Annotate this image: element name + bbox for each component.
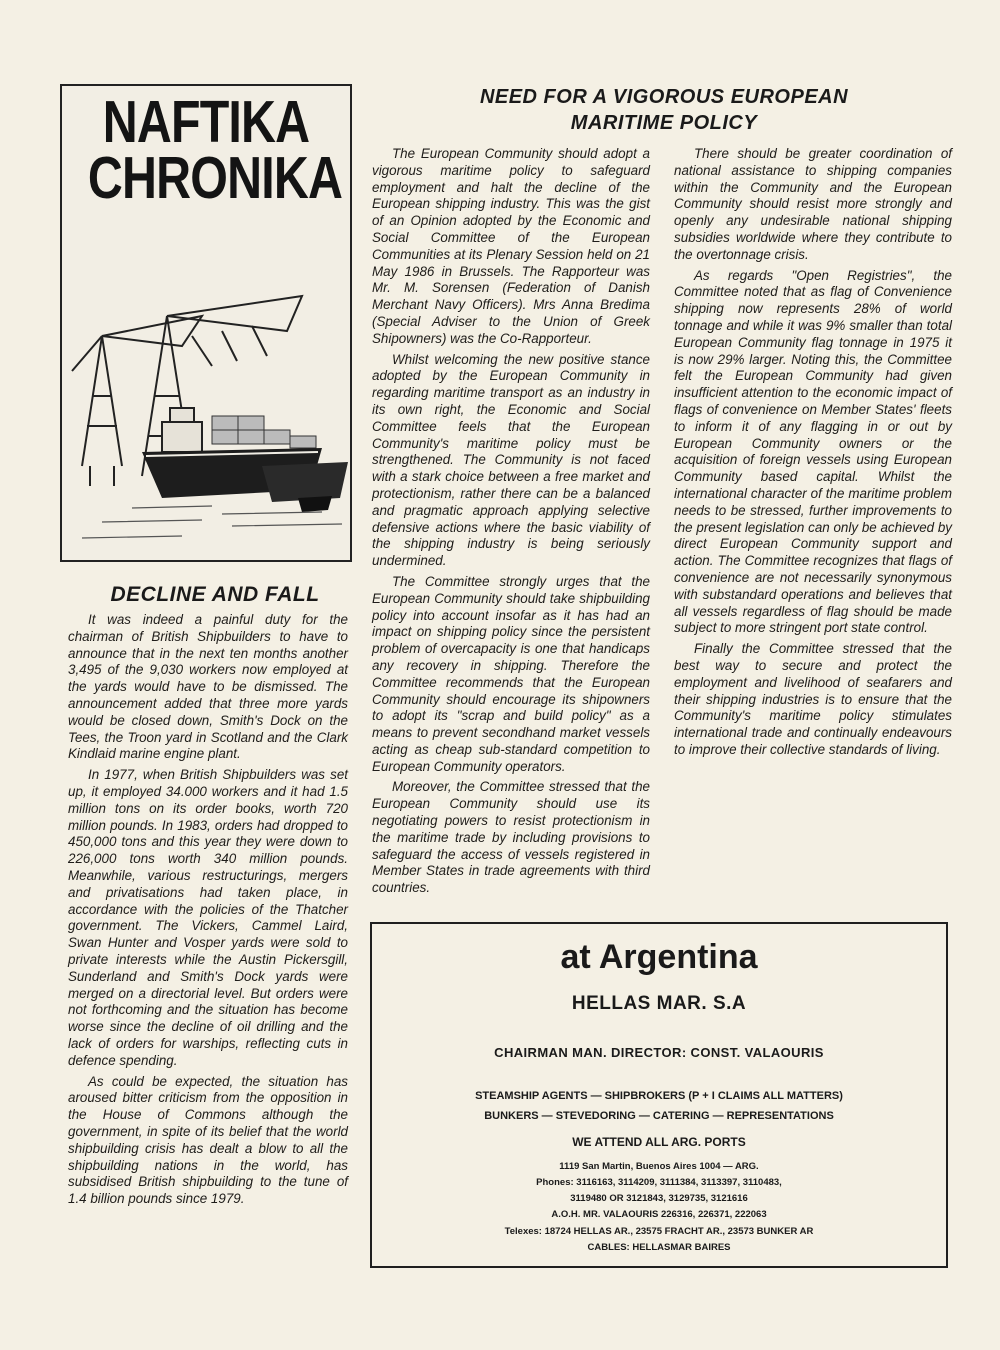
- policy-headline-line-1: NEED FOR A VIGOROUS EUROPEAN: [479, 86, 849, 108]
- container-ship-cranes-illustration: [62, 276, 350, 560]
- ad-services-line-1: STEAMSHIP AGENTS — SHIPBROKERS (P + I CLAIMS ALL MATTERS): [475, 1090, 843, 1102]
- ad-aoh: A.O.H. MR. VALAOURIS 226316, 226371, 222063: [551, 1209, 767, 1220]
- policy-paragraph: Whilst welcoming the new positive stance adopted by the European Community in regarding maritime transport as an industry in its own right, the Economic and Social Committee feels that the European Community's maritime policy must be strengthened. The Community is not faced with a stark choice between a free market and protectionism, rather there can be a balanced and pragmatic approach applying selective defensive actions where the basic viability of the shipping industry is being seriously undermined.: [372, 351, 650, 569]
- decline-paragraph: As could be expected, the situation has aroused bitter criticism from the opposition in the House of Commons although the government, in spite of its belief that the world shipbuilding crisis has dealt a blow to all the shipbuilding nations in the world, has subsidised British shipbuilding to the tune of 1.4 billion pounds since 1979.: [68, 1073, 348, 1207]
- decline-paragraph: It was indeed a painful duty for the chairman of British Shipbuilders to have to announce that in the next ten months another 3,495 of the 9,030 workers now employed at the yards would have to be dismissed. The announcement added that three more yards would be closed down, Smith's Dock on the Tees, the Troon yard in Scotland and the Clark Kindlaid marine engine plant.: [68, 612, 348, 762]
- ad-phones-line-2: 3119480 OR 3121843, 3129735, 3121616: [570, 1193, 748, 1204]
- policy-article-column-2: [674, 146, 952, 763]
- policy-paragraph: As regards "Open Registries", the Committee noted that as flag of Convenience shipping now represents 28% of world tonnage and while it was 9% smaller than total European Community flag tonnage in 1975 it is now 29% larger. Noting this, the Committee felt the European Community had given insufficient attention to the economic impact of flags of convenience on Member States' fleets to inform it of any flagging in or out by European Community owners or the acquisition of foreign vessels using European Community based capital. Whilst the international character of the maritime problem needs to be stressed, further improvements to the present legislation can only be achieved by direct European Community support and action. The Committee recognizes that flags of convenience are not necessarily synonymous with substandard operations and believes that all vessels regardless of flag should be made subject to more stringent port state control.: [674, 267, 952, 636]
- policy-paragraph: Finally the Committee stressed that the best way to secure and protect the employment and livelihood of seafarers and their shipping industries is to ensure that the Community's maritime policy stimulates international trade and continually endeavours to improve their collective standards of living.: [674, 641, 952, 757]
- ad-phones-line-1: Phones: 3116163, 3114209, 3111384, 3113397, 3110483,: [536, 1177, 782, 1188]
- ad-location: at Argentina: [560, 938, 758, 976]
- masthead-panel: [60, 84, 352, 562]
- ad-telexes: Telexes: 18724 HELLAS AR., 23575 FRACHT AR., 23573 BUNKER AR: [504, 1226, 814, 1237]
- ad-company-name: HELLAS MAR. S.A: [571, 993, 747, 1014]
- ad-chairman: CHAIRMAN MAN. DIRECTOR: CONST. VALAOURIS: [494, 1045, 824, 1060]
- masthead-title: [87, 89, 343, 211]
- decline-article-column: [68, 612, 348, 1212]
- policy-headline-line-2: MARITIME POLICY: [570, 112, 758, 134]
- policy-paragraph: Moreover, the Committee stressed that the European Community should use its negotiating powers to resist protectionism in the maritime trade by including provisions to safeguard the access of vessels registered in Member States in trade agreements with third countries.: [372, 779, 650, 896]
- decline-headline: DECLINE AND FALL: [110, 583, 320, 606]
- ad-cables: CABLES: HELLASMAR BAIRES: [587, 1242, 731, 1253]
- ad-services-line-2: BUNKERS — STEVEDORING — CATERING — REPRESENTATIONS: [484, 1110, 834, 1122]
- decline-paragraph: In 1977, when British Shipbuilders was set up, it employed 34.000 workers and it had 1.5 million tons on its order books, worth 720 million pounds. In 1983, orders had dropped to 450,000 tons and this year they were down to 226,000 tons worth 340 million pounds. Meanwhile, various restructurings, mergers and privatisations had taken place, in accordance with the policies of the Thatcher government. The Vickers, Cammel Laird, Swan Hunter and Vosper yards were sold to private interests while the Austin Pickersgill, Sunderland and Smith's Dock yards were merged on a directorial level. But orders were not forthcoming and the situation has become worse since the decline of oil drilling and the lack of orders for warships, reflecting cuts in defence spending.: [68, 767, 348, 1068]
- policy-headline: [430, 84, 898, 136]
- policy-article-column-1: [372, 146, 650, 901]
- hellas-mar-advertisement: [370, 922, 948, 1268]
- policy-paragraph: The European Community should adopt a vigorous maritime policy to safeguard employment and halt the decline of the European shipping industry. This was the gist of an Opinion adopted by the Economic and Social Committee of the European Communities at its Plenary Session held on 21 May 1986 in Brussels. The Rapporteur was Mr. M. Sorensen (Federation of Danish Merchant Navy Officers). Mrs Anna Bredima (Special Adviser to the Union of Greek Shipowners) was the Co-Rapporteur.: [372, 146, 650, 346]
- masthead-line-1: NAFTIKA: [102, 89, 310, 155]
- policy-paragraph: There should be greater coordination of national assistance to shipping companies within the Community and the European Community should resist more strongly and openly any undesirable national shipping subsidies worldwide where they contribute to the overtonnage crisis.: [674, 146, 952, 262]
- policy-paragraph: The Committee strongly urges that the European Community should take shipbuilding policy into account insofar as it has had an impact on shipping policy since the persistent problem of overcapacity is one that handicaps any recovery in shipping. Therefore the Committee recommends that the European Community should encourage its shipowners to adopt its "scrap and build policy" as a means to prevent secondhand market vessels acting as cheap sub-standard competition to European Community operators.: [372, 573, 650, 774]
- ad-ports: WE ATTEND ALL ARG. PORTS: [572, 1135, 746, 1149]
- masthead-line-2: CHRONIKA: [87, 145, 343, 211]
- ad-address: 1119 San Martin, Buenos Aires 1004 — ARG.: [559, 1161, 759, 1172]
